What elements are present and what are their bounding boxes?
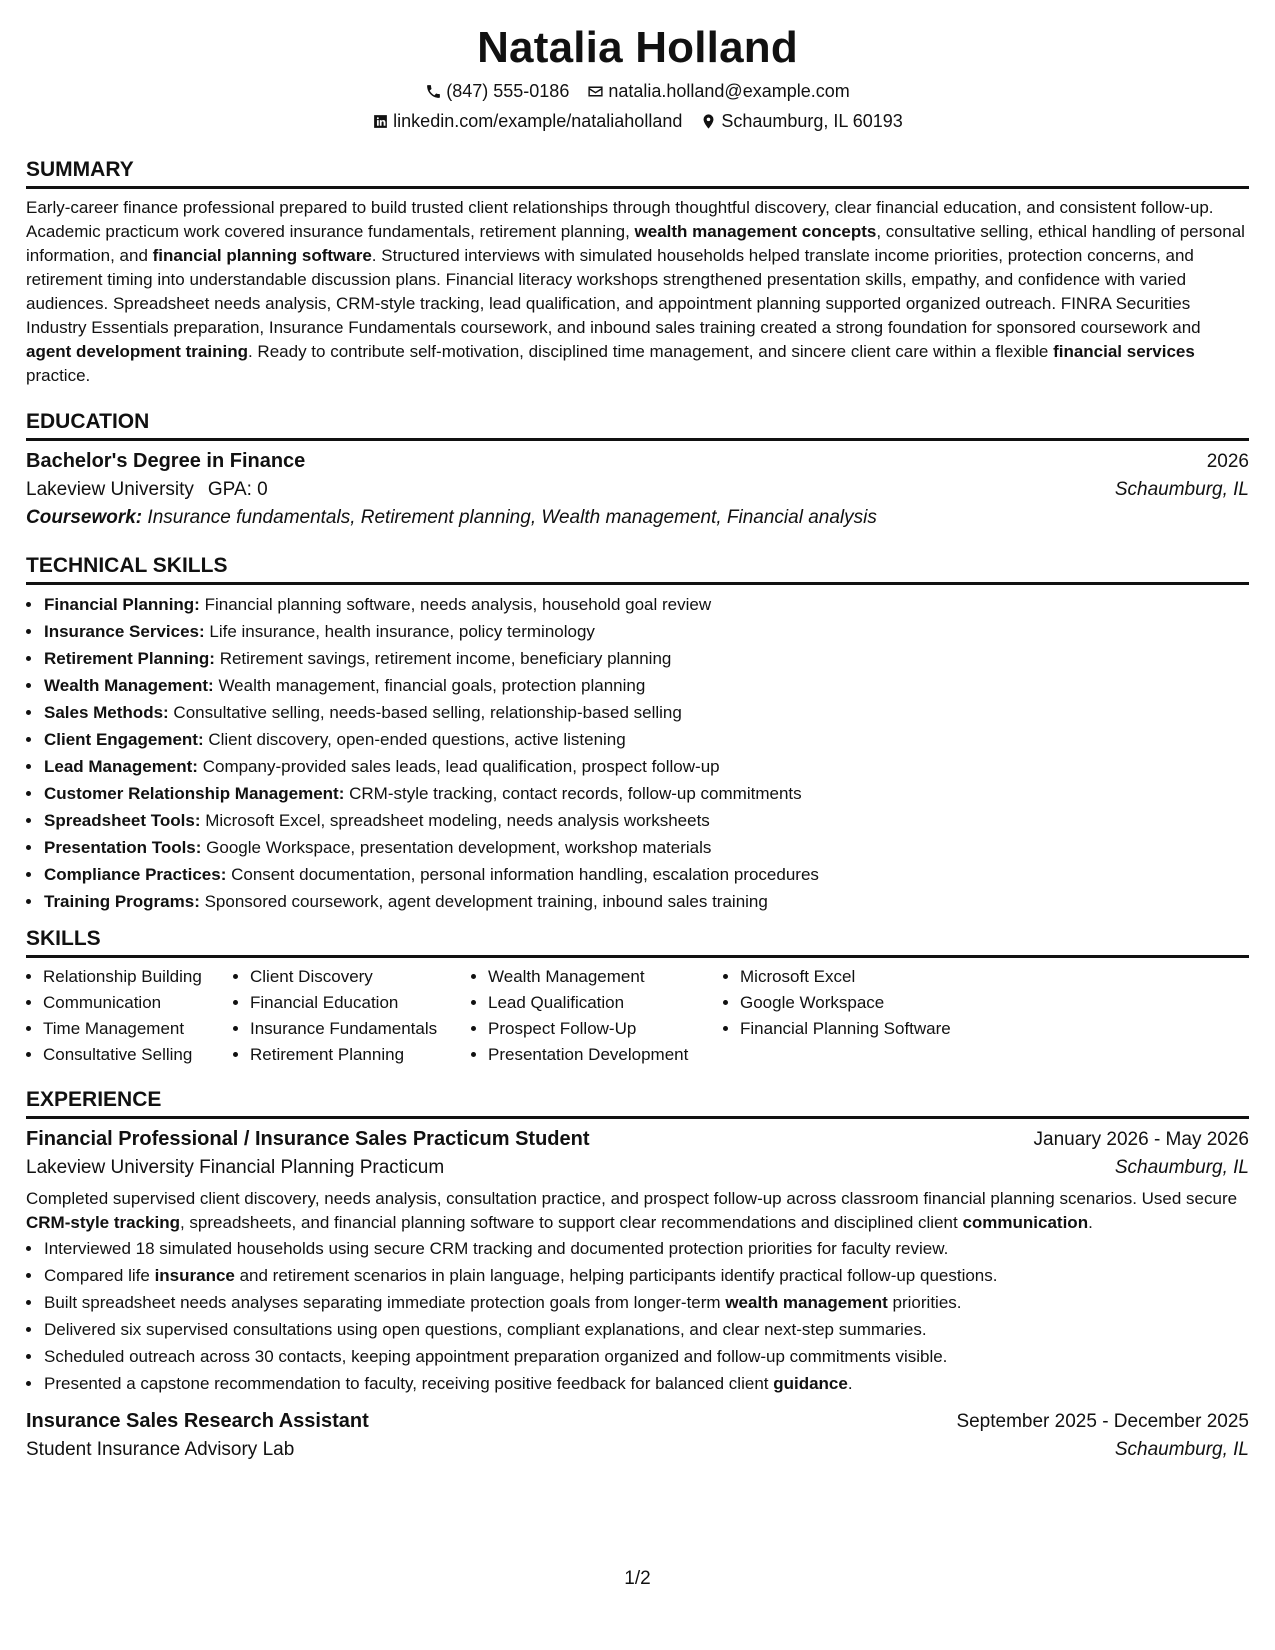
skill-item: • Time Management <box>43 1016 233 1042</box>
skill-item: • Financial Education <box>250 990 471 1016</box>
summary-text-bold-phrase: financial planning software <box>152 246 372 265</box>
summary-text-text-run: practice. <box>26 366 91 385</box>
technical-skill-text: CRM-style tracking, contact records, follow-up commitments <box>344 784 802 803</box>
skills-column <box>26 964 233 1068</box>
job-bullet-text-run: Scheduled outreach across 30 contacts, keeping appointment preparation organized and follow-up commitments visible. <box>44 1347 948 1366</box>
phone-contact <box>425 80 569 102</box>
job-bullet-bold-phrase: guidance <box>773 1374 848 1393</box>
coursework-text: Insurance fundamentals, Retirement planning, Wealth management, Financial analysis <box>147 507 877 528</box>
job-organization: Lakeview University Financial Planning Practicum <box>26 1157 445 1178</box>
skill-item: • Presentation Development <box>488 1042 723 1068</box>
coursework-label: Coursework: <box>26 507 143 528</box>
location-contact <box>700 110 902 132</box>
education-row-2 <box>26 476 1249 504</box>
education-section <box>26 410 1249 532</box>
technical-skill-label: Client Engagement: <box>44 730 204 749</box>
skill-item: • Google Workspace <box>740 990 951 1016</box>
linkedin-contact[interactable] <box>372 110 682 132</box>
skill-item: • Communication <box>43 990 233 1016</box>
job-bullet <box>43 1289 1249 1316</box>
job-bullet <box>43 1370 1249 1397</box>
phone-text: (847) 555-0186 <box>446 81 570 101</box>
technical-skill-item <box>43 591 1249 618</box>
technical-skill-item <box>43 645 1249 672</box>
summary-text-bold-phrase: wealth management concepts <box>634 222 877 241</box>
technical-skill-label: Spreadsheet Tools: <box>44 811 201 830</box>
technical-skill-item <box>43 834 1249 861</box>
technical-skill-text: Sponsored coursework, agent development training, inbound sales training <box>199 892 768 911</box>
job-description-bold-phrase: communication <box>962 1213 1089 1232</box>
technical-skill-label: Customer Relationship Management: <box>44 784 345 803</box>
technical-skill-text: Google Workspace, presentation development, workshop materials <box>201 838 712 857</box>
technical-skill-text: Company-provided sales leads, lead qualification, prospect follow-up <box>197 757 720 776</box>
technical-skill-text: Consent documentation, personal information handling, escalation procedures <box>226 865 819 884</box>
job-dates: January 2026 - May 2026 <box>1033 1129 1249 1150</box>
summary-text-text-run: . Structured interviews with simulated households helped translate income priorities, protection concerns, and retirement timing into understandable discussion plans. Financial literacy workshops strengthened presentation skills, empathy, and confidence with varied audiences. Spreadsheet needs analysis, CRM-style tracking, lead qualification, and appointment planning supported organized outreach. FINRA Securities Industry Essentials preparation, Insurance Fundamentals coursework, and inbound sales training created a strong foundation for sponsored coursework and <box>26 246 1201 337</box>
technical-skill-text: Life insurance, health insurance, policy terminology <box>204 622 595 641</box>
technical-skill-label: Compliance Practices: <box>44 865 227 884</box>
job-bullet-text-run: Presented a capstone recommendation to faculty, receiving positive feedback for balanced client <box>44 1374 774 1393</box>
skill-item: • Financial Planning Software <box>740 1016 951 1042</box>
skills-section <box>26 927 1249 1068</box>
technical-skills-list <box>26 591 1249 915</box>
technical-skill-item <box>43 672 1249 699</box>
job-bullet <box>43 1343 1249 1370</box>
technical-skill-text: Client discovery, open-ended questions, active listening <box>203 730 626 749</box>
summary-section <box>26 158 1249 388</box>
email-contact[interactable] <box>587 80 849 102</box>
gpa-text: GPA: 0 <box>207 479 268 500</box>
technical-skill-item <box>43 618 1249 645</box>
technical-skill-item <box>43 780 1249 807</box>
technical-skill-label: Wealth Management: <box>44 676 214 695</box>
job-description-text-run: Completed supervised client discovery, needs analysis, consultation practice, and prospect follow-up across classroom financial planning scenarios. Used secure <box>26 1189 1238 1208</box>
technical-skill-label: Sales Methods: <box>44 703 169 722</box>
skill-item: • Wealth Management <box>488 964 723 990</box>
experience-heading: EXPERIENCE <box>26 1088 1249 1119</box>
technical-skills-section <box>26 554 1249 915</box>
linkedin-text: linkedin.com/example/nataliaholland <box>393 111 683 131</box>
job-bullet-text-run: Built spreadsheet needs analyses separating immediate protection goals from longer-term <box>44 1293 726 1312</box>
job-description <box>26 1187 1249 1235</box>
job-bullet <box>43 1316 1249 1343</box>
job-bullet-text-run: Delivered six supervised consultations using open questions, compliant explanations, and clear next-step summaries. <box>44 1320 927 1339</box>
technical-skill-item <box>43 753 1249 780</box>
envelope-icon <box>587 83 604 100</box>
technical-skills-heading: TECHNICAL SKILLS <box>26 554 1249 585</box>
candidate-name: Natalia Holland <box>477 23 798 72</box>
contact-row-1 <box>26 80 1249 102</box>
experience-org-row <box>26 1436 1249 1464</box>
skill-item: • Microsoft Excel <box>740 964 951 990</box>
technical-skill-item <box>43 888 1249 915</box>
skill-item: • Prospect Follow-Up <box>488 1016 723 1042</box>
phone-icon <box>425 83 442 100</box>
experience-entry <box>26 1125 1249 1397</box>
email-text: natalia.holland@example.com <box>608 81 850 101</box>
job-title: Insurance Sales Research Assistant <box>26 1410 369 1432</box>
skill-item: • Insurance Fundamentals <box>250 1016 471 1042</box>
location-text: Schaumburg, IL 60193 <box>721 111 903 131</box>
experience-title-row <box>26 1407 1249 1436</box>
technical-skill-label: Training Programs: <box>44 892 200 911</box>
experience-entry <box>26 1407 1249 1464</box>
summary-text <box>26 196 1249 388</box>
job-organization: Student Insurance Advisory Lab <box>26 1439 295 1460</box>
coursework-line <box>26 504 1249 532</box>
experience-org-row <box>26 1154 1249 1182</box>
job-bullets <box>26 1235 1249 1397</box>
skill-item: • Consultative Selling <box>43 1042 233 1068</box>
technical-skill-label: Lead Management: <box>44 757 198 776</box>
skills-column <box>233 964 471 1068</box>
skills-heading: SKILLS <box>26 927 1249 958</box>
summary-heading: SUMMARY <box>26 158 1249 189</box>
job-bullet-text-run: Interviewed 18 simulated households using secure CRM tracking and documented protection priorities for faculty review. <box>44 1239 949 1258</box>
technical-skill-item <box>43 699 1249 726</box>
linkedin-icon <box>372 113 389 130</box>
resume-header <box>26 0 1249 132</box>
experience-section <box>26 1088 1249 1464</box>
job-location: Schaumburg, IL <box>1114 1439 1249 1460</box>
technical-skill-label: Financial Planning: <box>44 595 200 614</box>
summary-text-text-run: , consultative selling, ethical handling of personal information, and <box>26 222 1245 265</box>
job-bullet-text-run: . <box>847 1374 853 1393</box>
job-bullet-bold-phrase: insurance <box>154 1266 235 1285</box>
degree-name: Bachelor's Degree in Finance <box>26 450 306 472</box>
technical-skill-text: Wealth management, financial goals, protection planning <box>213 676 646 695</box>
page-number: 1/2 <box>624 1568 651 1589</box>
job-bullet-text-run: Compared life <box>44 1266 155 1285</box>
job-bullet <box>43 1235 1249 1262</box>
skill-item: • Client Discovery <box>250 964 471 990</box>
job-bullet-text-run: and retirement scenarios in plain language, helping participants identify practical follow-up questions. <box>234 1266 998 1285</box>
school-name: Lakeview University <box>26 479 194 500</box>
graduation-year: 2026 <box>1206 451 1249 472</box>
job-bullet-text-run: priorities. <box>887 1293 962 1312</box>
skill-item: • Retirement Planning <box>250 1042 471 1068</box>
summary-text-bold-phrase: agent development training <box>26 342 248 361</box>
contact-row-2 <box>26 110 1249 132</box>
job-description-text-run: , spreadsheets, and financial planning software to support clear recommendations and disciplined client <box>179 1213 963 1232</box>
technical-skill-label: Retirement Planning: <box>44 649 215 668</box>
experience-list <box>26 1125 1249 1464</box>
job-location: Schaumburg, IL <box>1114 1157 1249 1178</box>
skill-item: • Relationship Building <box>43 964 233 990</box>
summary-text-bold-phrase: financial services <box>1053 342 1195 361</box>
education-heading: EDUCATION <box>26 410 1249 441</box>
summary-text-text-run: Early-career finance professional prepared to build trusted client relationships through thoughtful discovery, clear financial education, and consistent follow-up. Academic practicum work covered insurance fundamentals, retirement planning, <box>26 198 1214 241</box>
skill-item: • Lead Qualification <box>488 990 723 1016</box>
technical-skill-text: Financial planning software, needs analysis, household goal review <box>199 595 712 614</box>
technical-skill-text: Retirement savings, retirement income, beneficiary planning <box>214 649 672 668</box>
technical-skill-label: Insurance Services: <box>44 622 205 641</box>
education-row-1 <box>26 447 1249 476</box>
technical-skill-text: Consultative selling, needs-based selling, relationship-based selling <box>168 703 682 722</box>
job-dates: September 2025 - December 2025 <box>956 1411 1249 1432</box>
job-bullet-bold-phrase: wealth management <box>725 1293 888 1312</box>
map-pin-icon <box>700 113 717 130</box>
summary-text-text-run: . Ready to contribute self-motivation, disciplined time management, and sincere client care within a flexible <box>247 342 1054 361</box>
technical-skill-item <box>43 861 1249 888</box>
job-description-bold-phrase: CRM-style tracking <box>26 1213 180 1232</box>
job-bullet <box>43 1262 1249 1289</box>
technical-skill-text: Microsoft Excel, spreadsheet modeling, needs analysis worksheets <box>200 811 710 830</box>
technical-skill-item <box>43 807 1249 834</box>
school-line <box>26 476 268 504</box>
job-title: Financial Professional / Insurance Sales Practicum Student <box>26 1128 590 1150</box>
technical-skill-item <box>43 726 1249 753</box>
experience-title-row <box>26 1125 1249 1154</box>
technical-skill-label: Presentation Tools: <box>44 838 202 857</box>
skills-grid <box>26 964 1249 1068</box>
skills-column <box>471 964 723 1068</box>
job-description-text-run: . <box>1088 1213 1093 1232</box>
school-location: Schaumburg, IL <box>1114 479 1249 500</box>
skills-column <box>723 964 951 1068</box>
